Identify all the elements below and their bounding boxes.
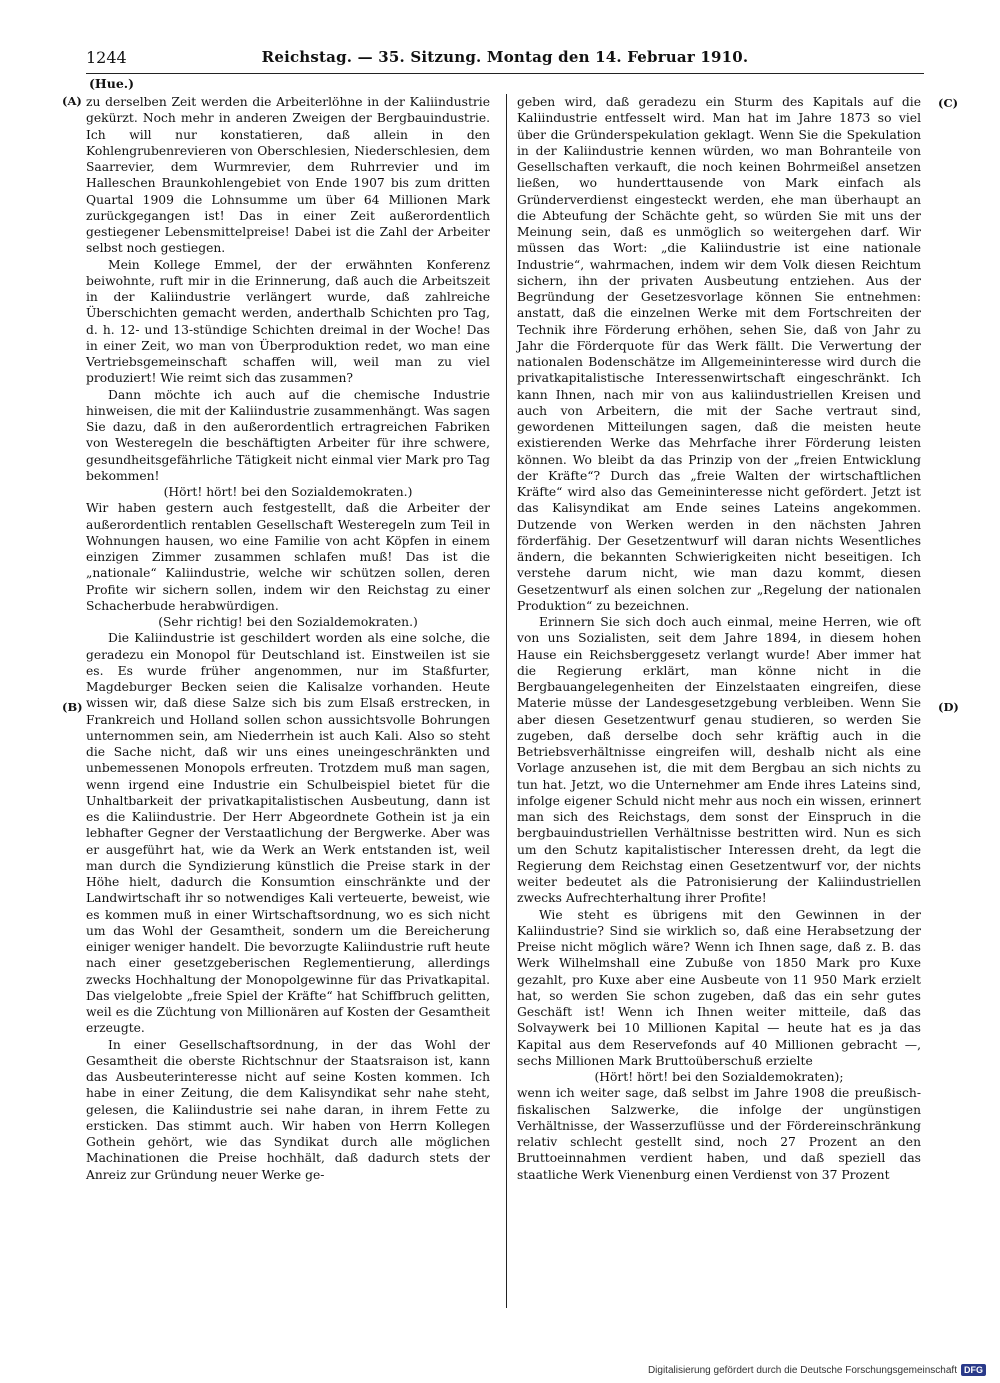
paragraph: Mein Kollege Emmel, der der erwähnten Konferenz beiwohnte, ruft mir in die Erinnerung, daß auch die Arbeitszeit in der Kaliindustrie verlängert wurde, daß zahlreiche Überschichten gemacht werden, anderthalb Schichten pro Tag, d. h. 12- und 13-stündige Schichten dreimal in der Woche! Das in einer Zeit, wo man von Überproduktion redet, wo man eine Vertriebsgemeinschaft schaffen will, weil man zu viel produziert! Wie reimt sich das zusammen? bbox=[86, 257, 490, 386]
paragraph: Wie steht es übrigens mit den Gewinnen in der Kaliindustrie? Sind sie wirklich so, daß eine Herabsetzung der Preise nicht möglich wäre? Wenn ich Ihnen sage, daß z. B. das Werk Wilhelmshall eine Zubuße von 1850 Mark pro Kuxe gezahlt, pro Kuxe aber eine Ausbeute von 11 950 Mark erzielt hat, so werden Sie schon zugeben, daß das ein sehr gutes Geschäft ist! Wenn ich Ihnen weiter mitteile, daß das Solvaywerk bei 10 Millionen Kapital — heute hat es ja das Kapital aus dem Reservefonds auf 40 Millionen gebracht —, sechs Millionen Mark Bruttoüberschuß erzielte bbox=[517, 907, 921, 1068]
digitization-footer bbox=[648, 1363, 986, 1377]
running-title: Reichstag. — 35. Sitzung. Montag den 14. Februar 1910. bbox=[261, 48, 749, 66]
page-number: 1244 bbox=[86, 48, 127, 67]
paragraph: zu derselben Zeit werden die Arbeiterlöhne in der Kaliindustrie gekürzt. Noch mehr in anderen Zweigen der Bergbauindustrie. Ich will nur konstatieren, daß allein in den Kohlengrubenrevieren von Oberschlesien, Niederschlesien, dem Saarrevier, dem Wurmrevier, dem Ruhrrevier und im Halleschen Braunkohlengebiet von Ende 1907 bis zum dritten Quartal 1909 die Lohnsumme um über 64 Millionen Mark zurückgegangen ist! Das in einer Zeit außerordentlich gestiegener Lebensmittelpreise! Dabei ist die Zahl der Arbeiter selbst noch gestiegen. bbox=[86, 95, 490, 256]
column-divider bbox=[506, 94, 507, 1308]
paragraph: In einer Gesellschaftsordnung, in der das Wohl der Gesamtheit die oberste Richtschnur der Staatsraison ist, kann das Ausbeuterinteresse nicht auf seine Kosten kommen. Ich habe in einer Zeitung, die dem Kalisyndikat sehr nahe steht, gelesen, die Kaliindustrie sei nahe daran, in ihrem Fette zu ersticken. Das stimmt auch. Wir haben von Herrn Kollegen Gothein gehört, wie das Syndikat durch alle möglichen Machinationen die Preise hochhält, daß dadurch stets der Anreiz zur Gründung neuer Werke ge- bbox=[86, 1037, 490, 1182]
margin-marker-c: (C) bbox=[938, 96, 959, 110]
footer-text: Digitalisierung gefördert durch die Deutsche Forschungsgemeinschaft bbox=[647, 1364, 957, 1376]
paragraph: Dann möchte ich auch auf die chemische Industrie hinweisen, die mit der Kaliindustrie zusammenhängt. Was sagen Sie dazu, daß in den außerordentlich ertragreichen Fabriken von Westeregeln die beschäftigten Arbeiter für ihre schwere, gesundheitsgefährliche Tätigkeit nicht einmal vier Mark pro Tag bekommen! bbox=[86, 387, 490, 483]
interjection: (Hört! hört! bei den Sozialdemokraten.) bbox=[163, 485, 413, 499]
paragraph: Die Kaliindustrie ist geschildert worden als eine solche, die geradezu ein Monopol für Deutschland ist. Einstweilen ist sie es. Es wurde früher angenommen, nur im Staßfurter, Magdeburger Becken seien die Kalisalze vorhanden. Heute wissen wir, daß diese Salze sich bis zum Elsaß erstrecken, in Frankreich und Holland sollen schon aussichtsvolle Bohrungen unternommen sein, am Niederrhein ist auch Kali. Also so steht die Sache nicht, daß wir uns eines uneingeschränkten und unbemessenen Monopols erfreuten. Trotzdem muß man sagen, wenn irgend eine Industrie ein Schulbeispiel bietet für die Unhaltbarkeit der privatkapitalistischen Ausbeutung, dann ist es die Kaliindustrie. Der Herr Abgeordnete Gothein ist ja ein lebhafter Gegner der Verstaatlichung der Bergwerke. Aber was er ausgeführt hat, wie da Werk an Werk entstanden ist, weil man durch die Syndizierung künstlich die Preise stark in der Höhe hielt, dadurch die Konsumtion einschränkte und der Landwirtschaft ihr so notwendiges Kali verteuerte, beweist, wie es kommen muß in einer Wirtschaftsordnung, wo es sich nicht um das Wohl der Gesamtheit, sondern um die Bereicherung einiger weniger handelt. Die bevorzugte Kaliindustrie ruft heute nach einer gesetzgeberischen Reglementierung, allerdings zwecks Hochhaltung der Monopolgewinne für das Privatkapital. Das vielgelobte „freie Spiel der Kräfte“ hat Schiffbruch gelitten, weil es die Züchtung von Millionären auf Kosten der Gesamtheit erzeugte. bbox=[86, 631, 490, 1036]
margin-marker-a: (A) bbox=[62, 94, 82, 108]
header-rule bbox=[86, 73, 924, 74]
right-column bbox=[517, 94, 921, 1183]
paragraph: Erinnern Sie sich doch auch einmal, meine Herren, wie oft von uns Sozialisten, seit dem Jahre 1894, in diesem hohen Hause ein Reichsberggesetz verlangt wurde! Aber immer hat die Regierung erklärt, man könne nicht in die Bergbauangelegenheiten der Einzelstaaten eingreifen, diese Materie müsse der Landesgesetzgebung verbleiben. Wenn Sie aber diesen Gesetzentwurf genau studieren, so werden Sie zugeben, daß derselbe doch sehr kräftig auch in die Betriebsverhältnisse eingreifen will, deshalb nicht als eine Vorlage anzusehen ist, die mit dem Bergbau an sich nichts zu tun hat. Jetzt, wo die Unternehmer am Ende ihres Lateins sind, infolge eigener Schuld nicht mehr aus noch ein wissen, erinnert man sich des Reichstags, dem sonst der Einspruch in die bergbauindustriellen Verhältnisse bestritten wird. Nun es sich um den Schutz kapitalistischer Interessen dreht, da legt die Regierung dem Reichstag einen Gesetzentwurf vor, der nichts weiter bedeutet als die Patronisierung der Kaliindustriellen zwecks Aufrechterhaltung ihrer Profite! bbox=[517, 615, 921, 906]
dfg-logo: DFG bbox=[961, 1364, 986, 1376]
left-column bbox=[86, 94, 490, 1183]
page-header bbox=[86, 46, 924, 72]
interjection: (Sehr richtig! bei den Sozialdemokraten.) bbox=[158, 615, 418, 629]
margin-marker-d: (D) bbox=[938, 700, 959, 714]
paragraph: geben wird, daß geradezu ein Sturm des Kapitals auf die Kaliindustrie entfesselt wird. Man hat im Jahre 1873 so viel über die Gründerspekulation geklagt. Wenn Sie die Spekulation in der Kaliindustrie kennen würden, wo man Bohranteile von Gesellschaften verkauft, die noch keinen Bohrmeißel ansetzen ließen, wo hunderttausende von Mark einfach als Gründerverdienst eingesteckt werden, ehe man überhaupt an die Abteufung der Schächte geht, so würden Sie mit uns der Meinung sein, daß es unmöglich so weitergehen darf. Wir müssen das Wort: „die Kaliindustrie ist eine nationale Industrie“, wahrmachen, indem wir dem Volk diesen Reichtum sichern, ihn der privaten Ausbeutung entziehen. Aus der Begründung der Gesetzesvorlage können Sie entnehmen: anstatt, daß die einzelnen Werke mit dem Fortschreiten der Technik ihre Förderung erhöhen, sehen Sie, daß von Jahr zu Jahr die Förderquote für das Werk fällt. Die Verwertung der nationalen Bodenschätze im Allgemeininteresse wird durch die privatkapitalistische Interessenwirtschaft eingeschränkt. Ich kann Ihnen, nach mir von aus kaliindustriellen Kreisen und auch von Arbeitern, die mit der Sache vertraut sind, gewordenen Mitteilungen sagen, daß die meisten heute existierenden Werke das Mehrfache ihrer Förderung leisten können. Wo bleibt da das Prinzip von der „freien Entwicklung der Kräfte“? Durch das „freie Walten der wirtschaftlichen Kräfte“ wird also das Gemeininteresse nicht gefördert. Jetzt ist das Kalisyndikat am Ende seines Lateins angekommen. Dutzende von Werken werden in den nächsten Jahren förderfähig. Der Gesetzentwurf will daran nichts Wesentliches ändern, die bekannten Schwierigkeiten nicht beseitigen. Ich verstehe darum nicht, wie man dazu kommt, diesen Gesetzentwurf als einen solchen zur „Regelung der nationalen Produktion“ zu bezeichnen. bbox=[517, 95, 921, 613]
interjection: (Hört! hört! bei den Sozialdemokraten); bbox=[594, 1070, 844, 1084]
speaker-label: (Hue.) bbox=[89, 76, 135, 91]
margin-marker-b: (B) bbox=[62, 700, 83, 714]
paragraph: Wir haben gestern auch festgestellt, daß die Arbeiter der außerordentlich rentablen Gesellschaft Westeregeln zum Teil in Wohnungen hausen, wo eine Familie von acht Köpfen in einem einzigen Zimmer zusammen schlafen muß! Das ist die „nationale“ Kaliindustrie, welche wir schützen sollen, deren Profite wir sichern sollen, indem wir den Reichstag zu einer Schacherbude herabwürdigen. bbox=[86, 501, 490, 613]
paragraph: wenn ich weiter sage, daß selbst im Jahre 1908 die preußisch-fiskalischen Salzwerke, die infolge der ungünstigen Verhältnisse, der Wasserzuflüsse und der Fördereinschränkung relativ schlecht gestellt sind, noch 27 Prozent an den Bruttoeinnahmen verdient haben, und daß speziell das staatliche Werk Vienenburg einen Verdienst von 37 Prozent bbox=[517, 1086, 921, 1182]
